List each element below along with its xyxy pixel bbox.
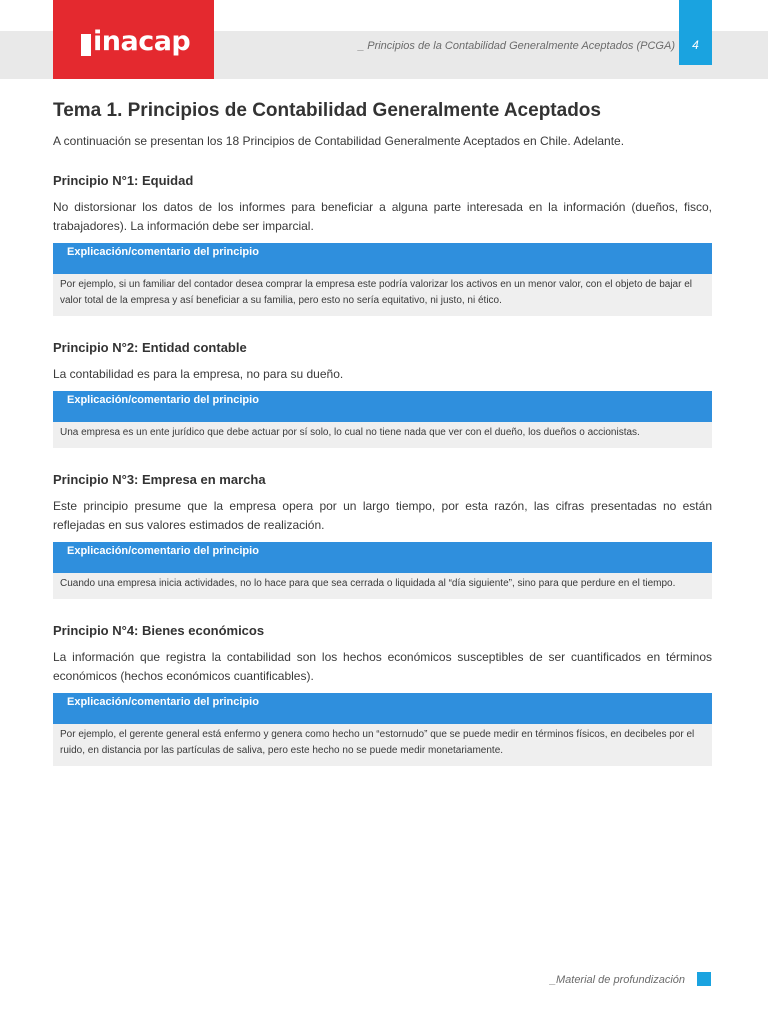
main-content — [53, 100, 712, 790]
logo-text: inacap — [93, 26, 191, 57]
explanation-text: Por ejemplo, si un familiar del contador desea comprar la empresa este podría valorizar los activos en un menor valor, con el objeto de bajar el valor total de la empresa y así beneficiar a su familia, pero esto no sería equitativo, ni justo, ni ético. — [53, 274, 712, 316]
footer-square-icon — [697, 972, 711, 986]
page-number: 4 — [692, 38, 699, 52]
explanation-box — [53, 243, 712, 316]
header-title: _ Principios de la Contabilidad Generalmente Aceptados (PCGA) — [358, 40, 675, 52]
inacap-logo — [53, 0, 214, 79]
explanation-header: Explicación/comentario del principio — [53, 391, 712, 422]
principle-description: La información que registra la contabilidad son los hechos económicos susceptibles de ser cuantificados en términos económicos (hechos económicos cuantificables). — [53, 650, 712, 683]
page-number-badge — [679, 0, 712, 65]
principle-description: La contabilidad es para la empresa, no para su dueño. — [53, 367, 344, 381]
principle-2 — [53, 340, 712, 448]
principle-title: Principio N°4: Bienes económicos — [53, 623, 265, 638]
explanation-box — [53, 542, 712, 599]
explanation-header: Explicación/comentario del principio — [53, 693, 712, 724]
explanation-box — [53, 693, 712, 766]
principle-description: No distorsionar los datos de los informes para beneficiar a alguna parte interesada en la información (dueños, fisco, trabajadores). La información debe ser imparcial. — [53, 200, 712, 233]
principle-1 — [53, 173, 712, 316]
explanation-text: Una empresa es un ente jurídico que debe actuar por sí solo, lo cual no tiene nada que ver con el dueño, los dueños o accionistas. — [53, 422, 712, 448]
logo-mark-icon — [81, 34, 91, 56]
principle-4 — [53, 623, 712, 766]
explanation-header: Explicación/comentario del principio — [53, 542, 712, 573]
footer-text: _Material de profundización — [549, 974, 685, 986]
page-title: Tema 1. Principios de Contabilidad Generalmente Aceptados — [53, 100, 601, 121]
explanation-text: Por ejemplo, el gerente general está enfermo y genera como hecho un “estornudo” que se puede medir en términos físicos, en decibeles por el ruido, en distancia por las partículas de saliva, pero este hecho no se puede medir monetariamente. — [53, 724, 712, 766]
principle-title: Principio N°3: Empresa en marcha — [53, 472, 266, 487]
intro-text: A continuación se presentan los 18 Principios de Contabilidad Generalmente Aceptados en Chile. Adelante. — [53, 134, 625, 148]
principle-title: Principio N°1: Equidad — [53, 173, 194, 188]
principle-title: Principio N°2: Entidad contable — [53, 340, 247, 355]
explanation-header: Explicación/comentario del principio — [53, 243, 712, 274]
principle-description: Este principio presume que la empresa opera por un largo tiempo, por esta razón, las cifras presentadas no están reflejadas en sus valores estimados de realización. — [53, 499, 712, 532]
explanation-text: Cuando una empresa inicia actividades, no lo hace para que sea cerrada o liquidada al “día siguiente”, sino para que perdure en el tiempo. — [53, 573, 712, 599]
explanation-box — [53, 391, 712, 448]
principle-3 — [53, 472, 712, 599]
